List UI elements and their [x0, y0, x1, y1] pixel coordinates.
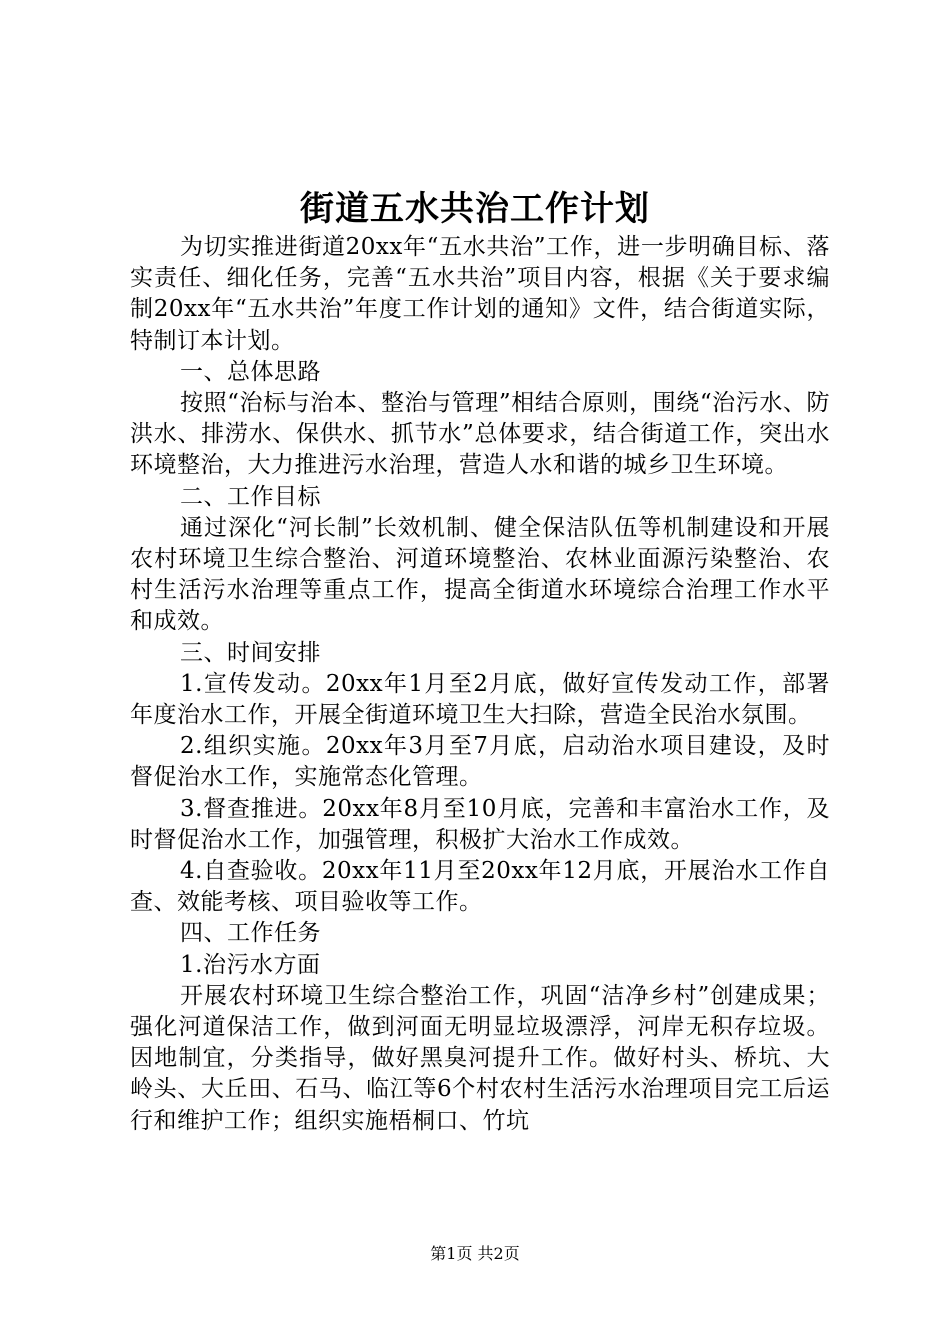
heading-work-goals: 二、工作目标 [180, 483, 321, 510]
paragraph-work-goals: 通过深化“河长制”长效机制、健全保洁队伍等机制建设和开展农村环境卫生综合整治、河道环境整治、农林业面源污染整治、农村生活污水治理等重点工作，提高全街道水环境综合治理工作水平和成效。 [130, 514, 830, 635]
page-footer: 第1页 共2页 [430, 1244, 520, 1263]
heading-work-tasks: 四、工作任务 [180, 920, 321, 947]
paragraph-schedule-1: 1.宣传发动。20xx年1月至2月底，做好宣传发动工作，部署年度治水工作，开展全街道环境卫生大扫除，营造全民治水氛围。 [130, 670, 830, 729]
paragraph-sewage: 开展农村环境卫生综合整治工作，巩固“洁净乡村”创建成果；强化河道保洁工作，做到河面无明显垃圾漂浮，河岸无积存垃圾。因地制宜，分类指导，做好黑臭河提升工作。做好村头、桥坑、大岭头、大丘田、石马、临江等6个村农村生活污水治理项目完工后运行和维护工作；组织实施梧桐口、竹坑 [130, 982, 830, 1134]
paragraph-overall-approach: 按照“治标与治本、整治与管理”相结合原则，围绕“治污水、防洪水、排涝水、保供水、抓节水”总体要求，结合街道工作，突出水环境整治，大力推进污水治理，营造人水和谐的城乡卫生环境。 [130, 390, 830, 479]
document-body [130, 232, 830, 1137]
paragraph-intro: 为切实推进街道20xx年“五水共治”工作，进一步明确目标、落实责任、细化任务，完善“五水共治”项目内容，根据《关于要求编制20xx年“五水共治”年度工作计划的通知》文件，结合街道实际，特制订本计划。 [130, 234, 830, 354]
heading-schedule: 三、时间安排 [180, 639, 321, 666]
subheading-sewage: 1.治污水方面 [180, 951, 321, 978]
paragraph-schedule-4: 4.自查验收。20xx年11月至20xx年12月底，开展治水工作自查、效能考核、项目验收等工作。 [130, 858, 830, 916]
paragraph-schedule-3: 3.督查推进。20xx年8月至10月底，完善和丰富治水工作，及时督促治水工作，加强管理，积极扩大治水工作成效。 [130, 795, 830, 853]
paragraph-schedule-2: 2.组织实施。20xx年3月至7月底，启动治水项目建设，及时督促治水工作，实施常态化管理。 [130, 733, 830, 791]
document-title: 街道五水共治工作计划 [300, 189, 650, 229]
heading-overall-approach: 一、总体思路 [180, 358, 321, 385]
